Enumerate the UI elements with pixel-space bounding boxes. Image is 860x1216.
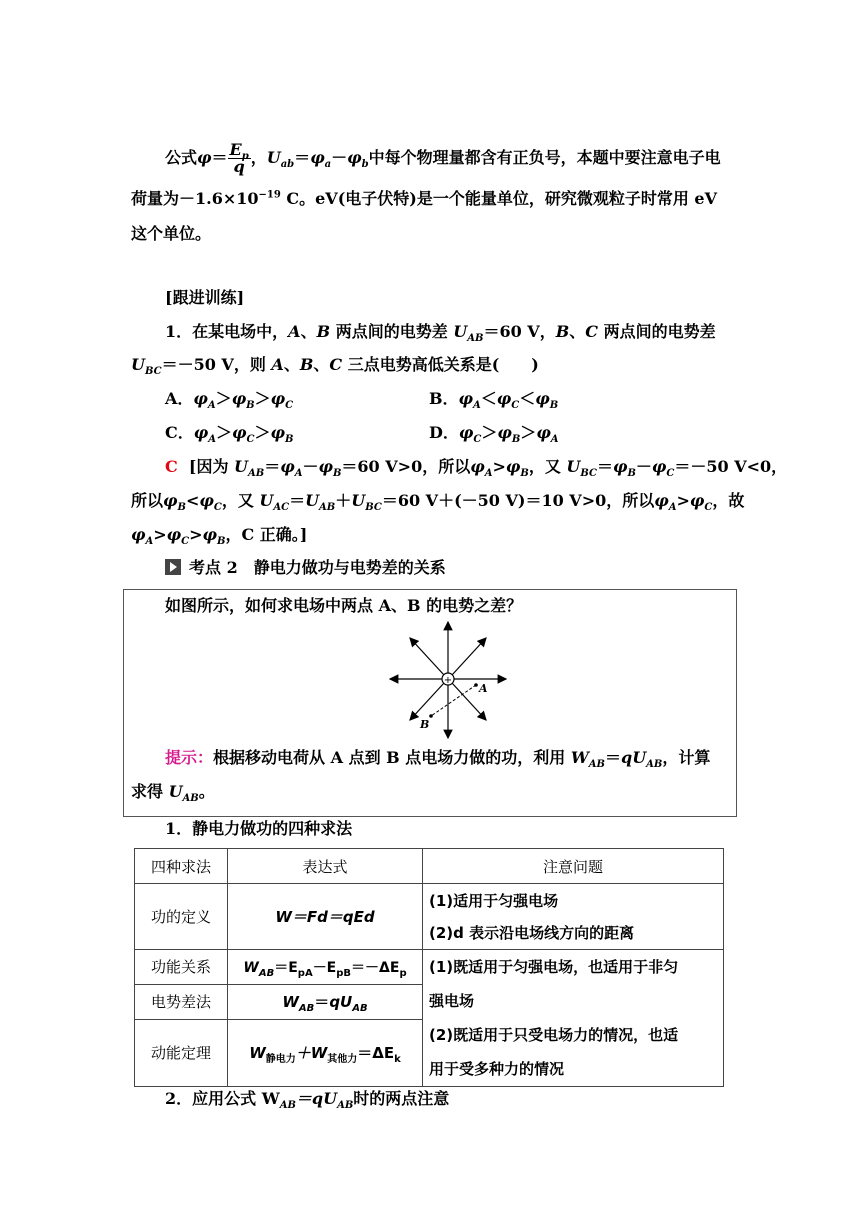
footer-text: ＝qU [295, 1089, 338, 1108]
phi-b-sub: b [361, 159, 369, 171]
plus-sign: + [443, 675, 453, 686]
ev-text: C。eV(电子伏特)是一个能量单位，研究微观粒子时常用 eV [280, 189, 718, 208]
intro-line-3 [131, 223, 211, 245]
box-question: 如图所示，如何求电场中两点 A、B 的电势之差？ [165, 596, 523, 615]
methods-heading: 1．静电力做功的四种求法 [165, 819, 353, 838]
answer-line-3: $\varphi_A>\varphi_C>\varphi_B$，C 正确。] [131, 525, 308, 548]
option-label: C． [165, 423, 194, 442]
table-row [135, 950, 724, 985]
answer-text: ，又 [221, 491, 260, 510]
expr-sub: p [399, 967, 407, 979]
answer-text: ，又 [528, 457, 567, 476]
q1-text: ＝－50 V，则 [161, 355, 272, 374]
expression-cell [228, 1019, 423, 1087]
hint-text: 根据移动电荷从 A 点到 B 点电场力做的功，利用 [213, 748, 571, 767]
expr-part: ＋W [295, 1044, 328, 1063]
label-a: A [479, 682, 488, 695]
q1-text: 两点间的电势差 [603, 322, 716, 341]
notes-cell [423, 950, 724, 1087]
intro-tail: 中每个物理量都含有正负号，本题中要注意电子电 [368, 148, 721, 167]
hint-text: ，计算 [662, 748, 711, 767]
expr-w: W [282, 993, 299, 1012]
expr-w: W [249, 1044, 266, 1063]
methods-table [134, 848, 724, 1087]
q1-text: 三点电势高低关系是( ) [347, 355, 539, 374]
note-line: (2)既适用于只受电场力的情况，也适 [429, 1026, 679, 1044]
method-cell: 功的定义 [135, 884, 228, 950]
note-line: (2)d 表示沿电场线方向的距离 [429, 923, 635, 942]
label-b: B [420, 718, 430, 731]
header-notes: 注意问题 [423, 849, 724, 884]
option-label: A． [165, 389, 194, 408]
footer-heading [165, 1088, 449, 1110]
charge-text: 荷量为－1.6×10 [131, 189, 259, 208]
expr-part: ＝ΔE [357, 1044, 395, 1063]
comma: ， [250, 148, 267, 167]
note-line: (1)适用于匀强电场 [429, 891, 559, 910]
section-heading [165, 557, 446, 579]
phi-symbol: φ [197, 148, 212, 167]
uab-sub: ab [280, 159, 295, 171]
footer-sub: AB [337, 1100, 354, 1112]
equals-sign: ＝ [211, 148, 228, 167]
answer-text: ＝60 V＋(－50 V)＝10 V>0，所以 [381, 491, 655, 510]
footer-sub: AB [279, 1100, 296, 1112]
expr-sub: pB [336, 967, 352, 979]
answer-letter: C [165, 457, 178, 476]
note-line: 强电场 [429, 992, 475, 1010]
expr-sub: k [394, 1054, 401, 1066]
footer-text: 时的两点注意 [353, 1089, 450, 1108]
expr-sub: 静电力 [265, 1054, 296, 1066]
expr-sub: 其他力 [327, 1054, 358, 1066]
header-method: 四种求法 [135, 849, 228, 884]
note-line: (1)既适用于匀强电场，也适用于非匀 [429, 958, 679, 976]
charge-exponent: −19 [258, 189, 281, 201]
question-1-line-1: 1．在某电场中，A、B 两点间的电势差 $U_{AB}=60$ V，B、C 两点间的电势差 [165, 322, 716, 345]
hint-line-1: 提示：根据移动电荷从 A 点到 B 点电场力做的功，利用 $W_{AB}=qU_{AB}$，计算 [165, 748, 711, 771]
option-c[interactable]: C．$\varphi_A>\varphi_C>\varphi_B$ [165, 423, 294, 446]
answer-text: ，故 [712, 491, 745, 510]
hint-text: 求得 [131, 782, 169, 801]
field-diagram [388, 620, 508, 740]
expr-part: －E [312, 959, 337, 976]
practice-heading: [跟进训练] [165, 288, 245, 307]
point-a [474, 683, 478, 687]
method-cell: 功能关系 [135, 950, 228, 985]
answer-text: ＝60 V>0，所以 [341, 457, 471, 476]
point-b [429, 714, 433, 718]
table-header-row [135, 849, 724, 884]
intro-text: 公式 [165, 148, 198, 167]
q1-text: 两点间的电势差 [335, 322, 454, 341]
answer-text: ＝－50 V<0， [674, 457, 788, 476]
expr-w: W [243, 959, 259, 976]
footer-text: 2．应用公式 W [165, 1089, 280, 1108]
expr-part: ＝E [274, 959, 298, 976]
phi-b-symbol: $\varphi_b$ [347, 148, 369, 171]
expression-cell: $W_{AB}=qU_{AB}$ [228, 984, 423, 1019]
question-1-line-2: $U_{BC}=-50$ V，则 A、B、C 三点电势高低关系是( ) [131, 355, 539, 378]
expression-cell: W＝Fd＝qEd [228, 884, 423, 950]
expr-sub: pA [297, 967, 313, 979]
answer-text: 所以 [131, 491, 164, 510]
header-expression: 表达式 [228, 849, 423, 884]
q1-text: ＝60 V， [483, 322, 556, 341]
note-line: 用于受多种力的情况 [429, 1060, 565, 1078]
fraction-ep-q [228, 142, 251, 175]
option-label: B． [429, 389, 459, 408]
uab-symbol: $U_{ab}$ [266, 148, 295, 171]
phi-a-symbol: $\varphi_a$ [310, 148, 332, 171]
option-a[interactable]: A．$\varphi_A>\varphi_B>\varphi_C$ [165, 389, 294, 412]
intro-line-2 [131, 188, 717, 210]
q1-text: 1．在某电场中， [165, 322, 289, 341]
answer-text: [因为 [188, 457, 235, 476]
fraction-numerator: E [229, 140, 242, 159]
option-b[interactable]: B．$\varphi_A<\varphi_C<\varphi_B$ [429, 389, 559, 412]
fraction-denominator: q [233, 157, 245, 176]
phi-a-sub: a [324, 159, 332, 171]
method-cell: 动能定理 [135, 1019, 228, 1087]
option-d[interactable]: D．$\varphi_C>\varphi_B>\varphi_A$ [429, 423, 559, 446]
hint-line-2: 求得 $U_{AB}$。 [131, 782, 215, 805]
answer-text: ，C 正确。] [225, 525, 308, 544]
section-title: 考点 2 静电力做功与电势差的关系 [189, 558, 446, 577]
notes-cell [423, 884, 724, 950]
fraction-numerator-sub: p [241, 151, 249, 163]
intro-line-1: 公式φ＝ $\frac{E_p}{q}$ ，$U_{ab}=\varphi_a-\varphi_b$中每个物理量都含有正负号，本题中要注意电子电 [165, 140, 721, 176]
expression-cell: $W_{AB}=E_{pA}-E_{pB}=-\Delta E_p$ [228, 950, 423, 985]
answer-line-2: 所以$\varphi_B<\varphi_C$，又 $U_{AC}=U_{AB}+U_{BC}=60$ V＋(－50 V)＝10 V>0，所以$\varphi_A>\varphi_C$，故 [131, 491, 745, 514]
hint-label: 提示： [165, 748, 214, 767]
play-triangle-icon [165, 559, 181, 575]
option-label: D． [429, 423, 459, 442]
intro-end: 这个单位。 [131, 224, 212, 243]
answer-line-1: C [因为 $U_{AB}=\varphi_A-\varphi_B=60$ V>0，所以$\varphi_A>\varphi_B$，又 $U_{BC}=\varphi_B-\varphi_C=-50$ V<0， [165, 457, 788, 480]
method-cell: 电势差法 [135, 984, 228, 1019]
expr-part: ＝－ΔE [351, 959, 400, 976]
table-row [135, 884, 724, 950]
